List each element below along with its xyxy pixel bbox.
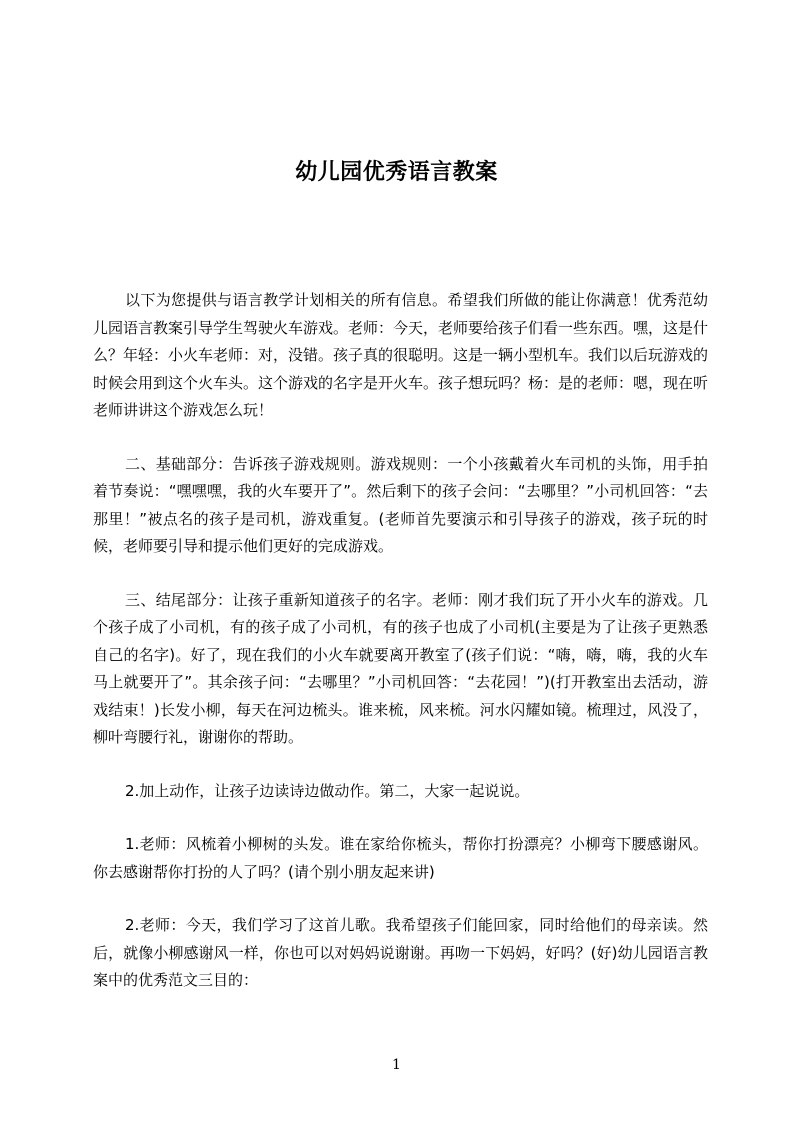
- paragraph-intro: 以下为您提供与语言教学计划相关的所有信息。希望我们所做的能让你满意！优秀范幼儿园语言教案引导学生驾驶火车游戏。老师：今天，老师要给孩子们看一些东西。嘿，这是什么？年轻：小火车老师：对，没错。孩子真的很聪明。这是一辆小型机车。我们以后玩游戏的时候会用到这个火车头。这个游戏的名字是开火车。孩子想玩吗？杨：是的老师：嗯，现在听老师讲讲这个游戏怎么玩！: [93, 291, 709, 419]
- paragraph-ending-part: 三、结尾部分：让孩子重新知道孩子的名字。老师：刚才我们玩了开小火车的游戏。几个孩子成了小司机，有的孩子成了小司机，有的孩子也成了小司机(主要是为了让孩子更熟悉自己的名字)。好了，现在我们的小火车就要离开教室了(孩子们说：“嗨，嗨，嗨，我的火车马上就要开了”。其余孩子问：“去哪里？”小司机回答：“去花园！”)(打开教室出去活动，游戏结束！)长发小柳，每天在河边梳头。谁来梳，风来梳。河水闪耀如镜。梳理过，风没了，柳叶弯腰行礼，谢谢你的帮助。: [93, 590, 708, 746]
- paragraph-actions: 2.加上动作，让孩子边读诗边做动作。第二，大家一起说说。: [125, 781, 530, 800]
- document-body: [93, 287, 708, 1021]
- page-number: 1: [392, 1057, 401, 1073]
- page-title: 幼儿园优秀语言教案: [295, 159, 498, 185]
- paragraph-teacher-2: 2.老师：今天，我们学习了这首儿歌。我希望孩子们能回家，同时给他们的母亲读。然后，就像小柳感谢风一样，你也可以对妈妈说谢谢。再吻一下妈妈，好吗？(好)幼儿园语言教案中的优秀范文三目的：: [93, 916, 708, 989]
- paragraph-basic-part: 二、基础部分：告诉孩子游戏规则。游戏规则：一个小孩戴着火车司机的头饰，用手拍着节奏说：“嘿嘿嘿，我的火车要开了”。然后剩下的孩子会问：“去哪里？”小司机回答：“去那里！”被点名的孩子是司机，游戏重复。(老师首先要演示和引导孩子的游戏，孩子玩的时候，老师要引导和提示他们更好的完成游戏。: [93, 454, 708, 555]
- paragraph-teacher-1: 1.老师：风梳着小柳树的头发。谁在家给你梳头，帮你打扮漂亮？小柳弯下腰感谢风。你去感谢帮你打扮的人了吗？(请个别小朋友起来讲): [93, 835, 708, 881]
